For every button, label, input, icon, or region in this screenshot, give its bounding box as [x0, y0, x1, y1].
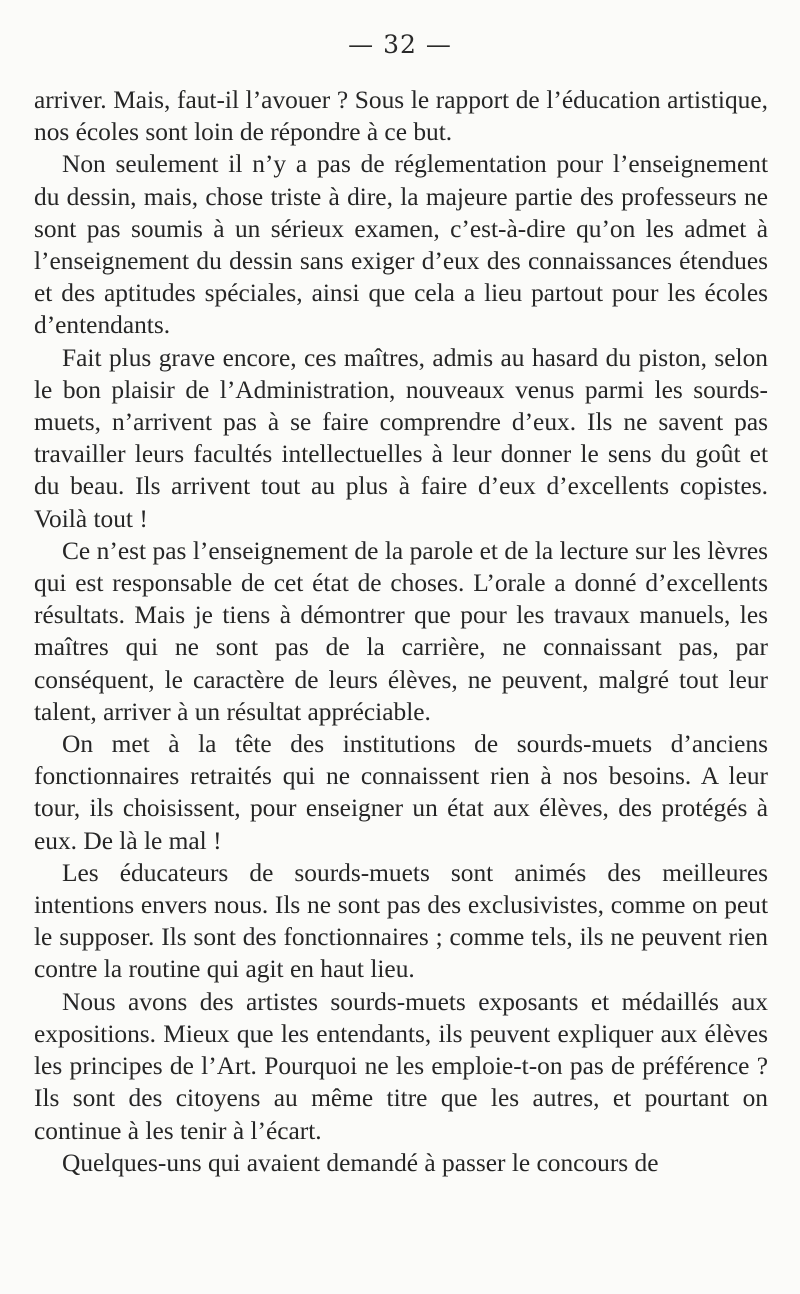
paragraph-3: Fait plus grave encore, ces maîtres, admis au hasard du piston, selon le bon plaisir de l’Administration, nouveaux venus parmi les sourds-muets, n’arrivent pas à se faire comprendre d’eux. Ils ne savent pas travailler leurs facultés intellectuelles à leur donner le sens du goût et du beau. Ils arrivent tout au plus à faire d’eux d’excellents copistes. Voilà tout !: [34, 343, 768, 533]
paragraph-7: Nous avons des artistes sourds-muets exposants et médaillés aux expositions. Mieux que les entendants, ils peuvent expliquer aux élèves les principes de l’Art. Pourquoi ne les emploie-t-on pas de préférence ? Ils sont des citoyens au même titre que les autres, et pourtant on continue à les tenir à l’écart.: [34, 987, 768, 1145]
paragraph-2: Non seulement il n’y a pas de réglementation pour l’enseignement du dessin, mais, chose triste à dire, la majeure partie des professeurs ne sont pas soumis à un sérieux examen, c’est-à-dire qu’on les admet à l’enseignement du dessin sans exiger d’eux des connaissances étendues et des aptitudes spéciales, ainsi que cela a lieu partout pour les écoles d’entendants.: [34, 150, 768, 340]
paragraph-5: On met à la tête des institutions de sourds-muets d’anciens fonctionnaires retraités qui ne connaissent rien à nos besoins. A leur tour, ils choisissent, pour enseigner un état aux élèves, des protégés à eux. De là le mal !: [34, 730, 768, 855]
paragraph-8: Quelques-uns qui avaient demandé à passer le concours de: [62, 1148, 659, 1177]
paragraph-1: arriver. Mais, faut-il l’avouer ? Sous le rapport de l’éducation artistique, nos écoles sont loin de répondre à ce but.: [34, 86, 768, 147]
paragraph-4: Ce n’est pas l’enseignement de la parole et de la lecture sur les lèvres qui est responsable de cet état de choses. L’orale a donné d’excellents résultats. Mais je tiens à démontrer que pour les travaux manuels, les maîtres qui ne sont pas de la carrière, ne connaissant pas, par conséquent, le caractère de leurs élèves, ne peuvent, malgré tout leur talent, arriver à un résultat appréciable.: [34, 536, 768, 726]
page-number: — 32 —: [348, 30, 452, 59]
body-text: [34, 84, 768, 1179]
paragraph-6: Les éducateurs de sourds-muets sont animés des meilleures intentions envers nous. Ils ne sont pas des exclusivistes, comme on peut le supposer. Ils sont des fonctionnaires ; comme tels, ils ne peuvent rien contre la routine qui agit en haut lieu.: [34, 858, 768, 984]
